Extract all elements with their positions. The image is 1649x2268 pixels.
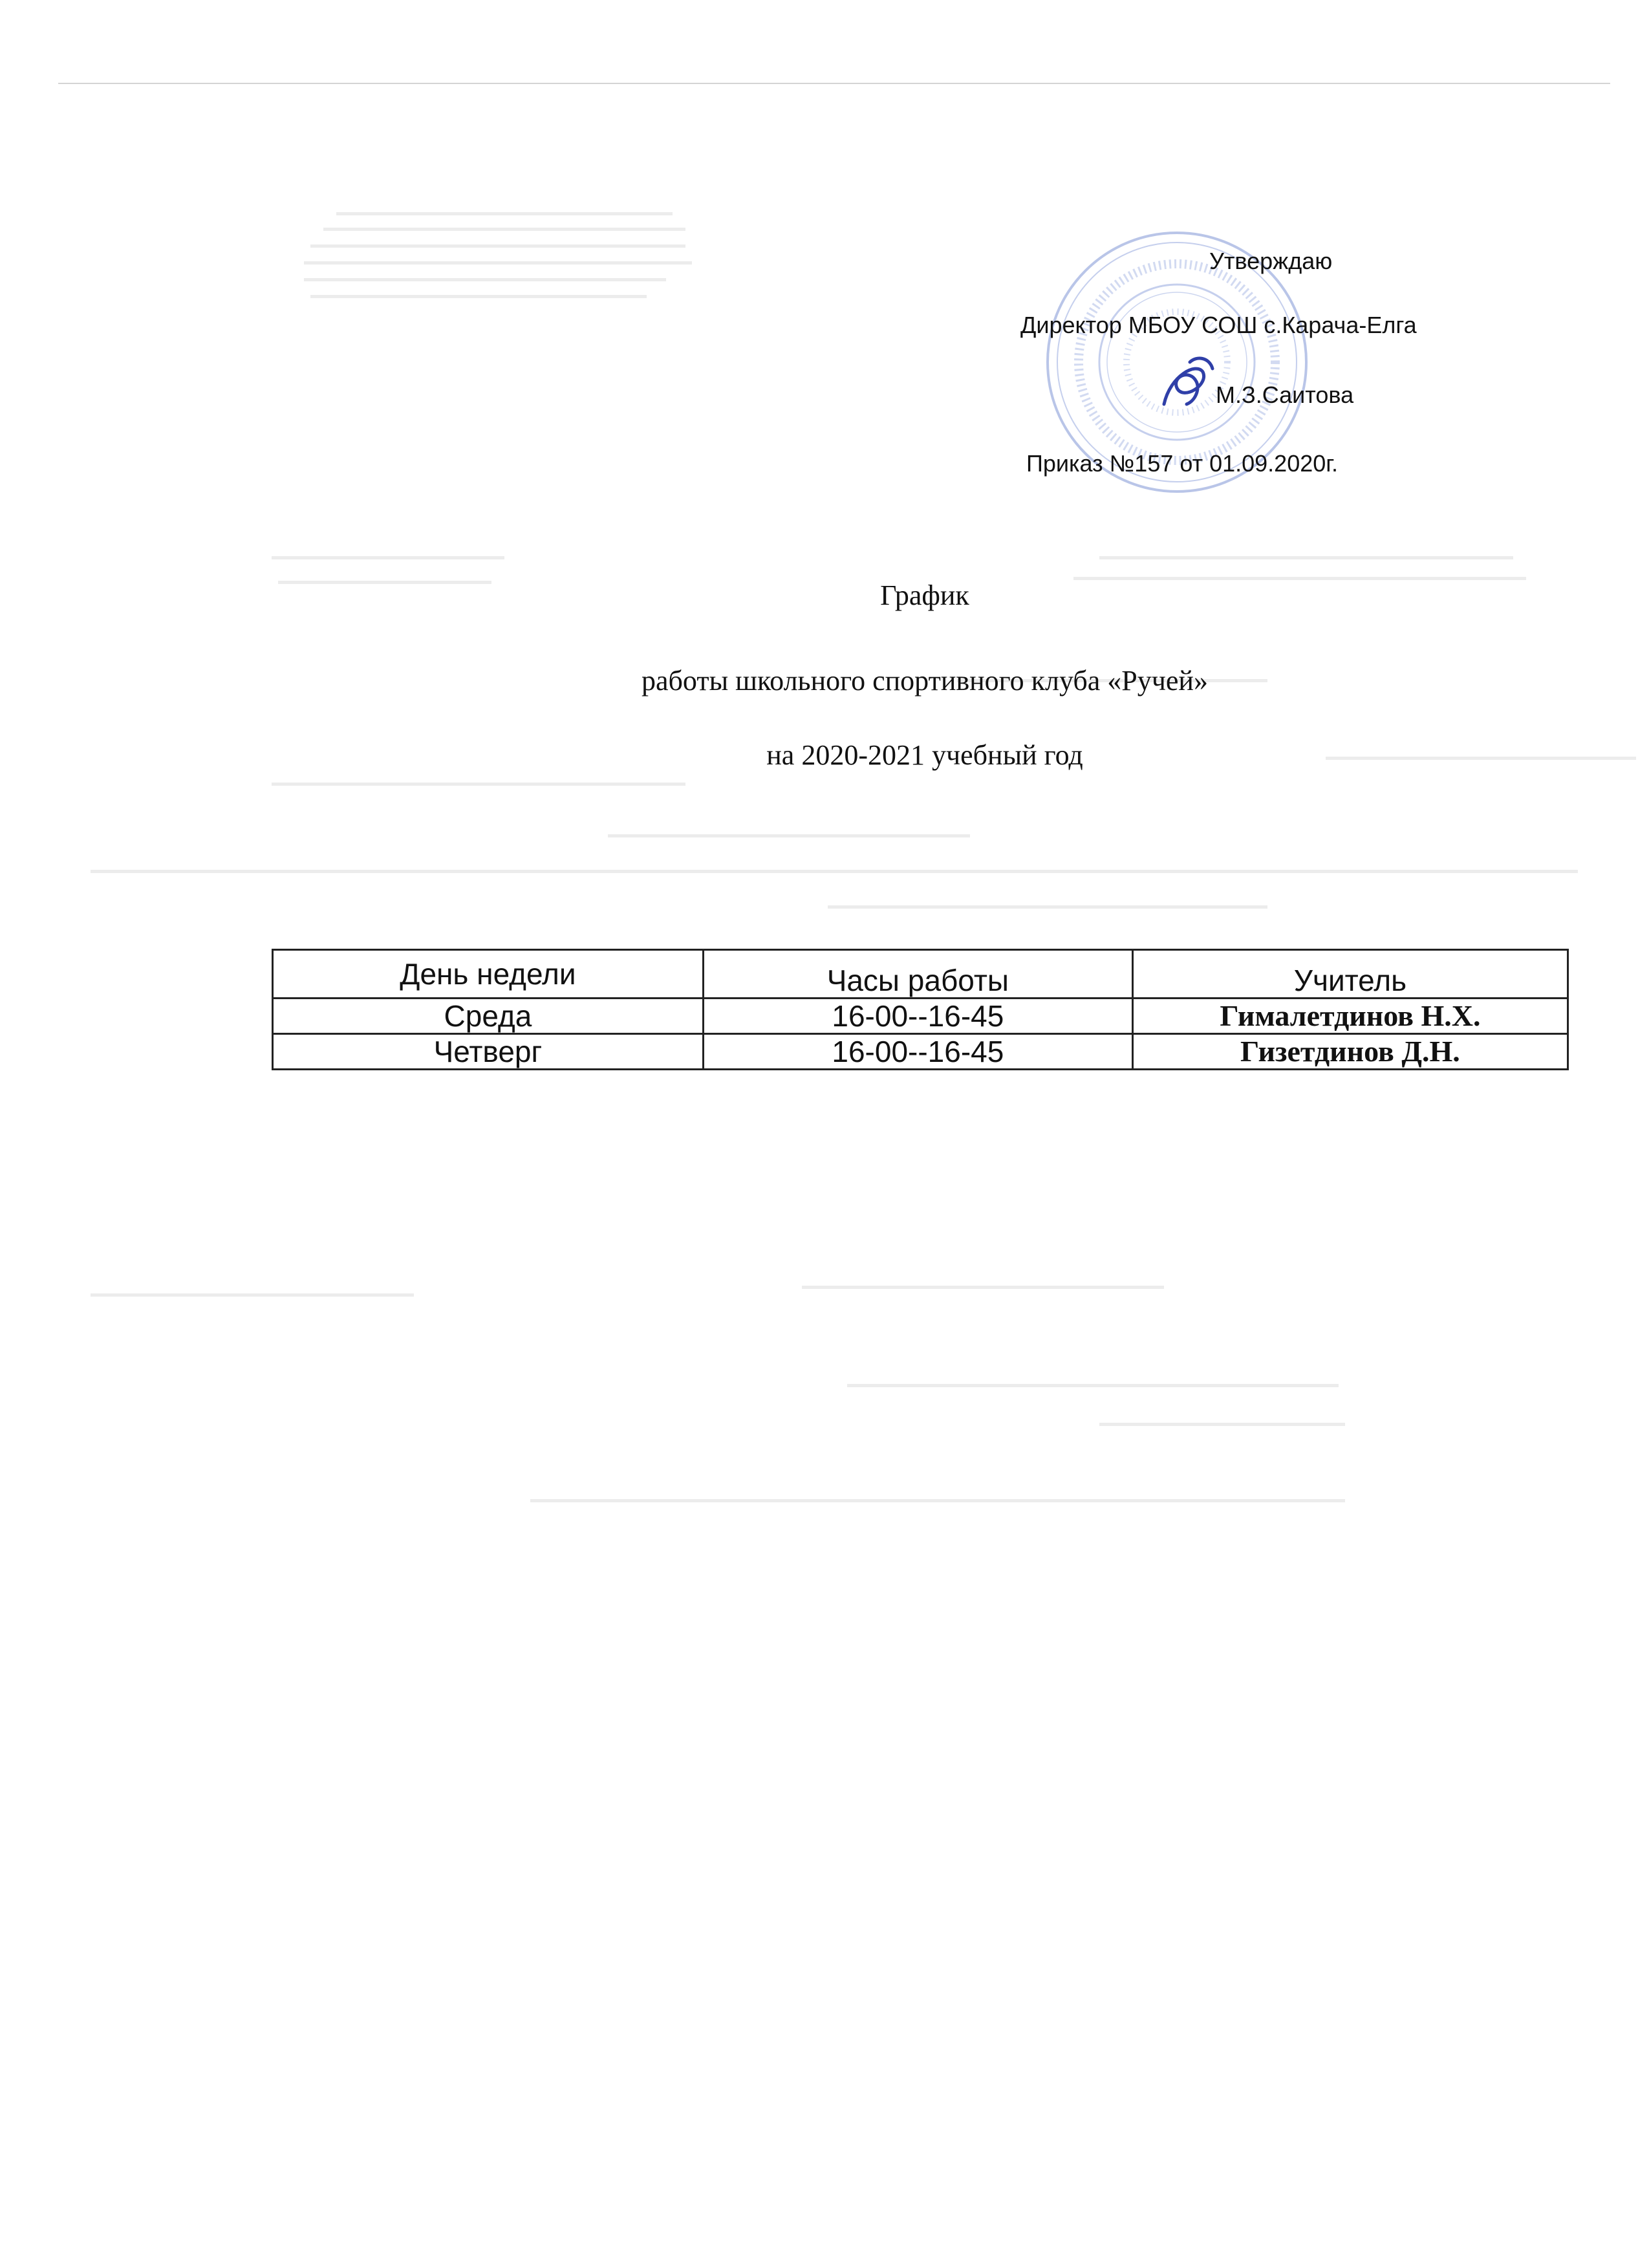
approve-label: Утверждаю bbox=[1209, 248, 1333, 274]
signatory-name: М.З.Саитова bbox=[1216, 382, 1354, 408]
director-line: Директор МБОУ СОШ с.Карача-Елга bbox=[1020, 312, 1417, 338]
order-line: Приказ №157 от 01.09.2020г. bbox=[1026, 450, 1338, 477]
cell-teacher: Гималетдинов Н.Х. bbox=[1132, 999, 1568, 1034]
document-title: График bbox=[880, 579, 969, 611]
table-row bbox=[273, 999, 1568, 1034]
table-header-row bbox=[273, 950, 1568, 999]
table-row bbox=[273, 1034, 1568, 1070]
cell-day: Четверг bbox=[273, 1034, 704, 1070]
column-header-day: День недели bbox=[273, 950, 704, 999]
cell-hours: 16-00--16-45 bbox=[703, 1034, 1132, 1070]
scan-edge-line bbox=[58, 83, 1610, 84]
column-header-hours: Часы работы bbox=[703, 950, 1132, 999]
document-year-line: на 2020-2021 учебный год bbox=[766, 739, 1083, 771]
schedule-table bbox=[272, 949, 1569, 1070]
director-signature bbox=[1151, 349, 1222, 420]
column-header-teacher: Учитель bbox=[1132, 950, 1568, 999]
cell-teacher: Гизетдинов Д.Н. bbox=[1132, 1034, 1568, 1070]
document-subtitle: работы школьного спортивного клуба «Ручей» bbox=[641, 665, 1208, 697]
cell-day: Среда bbox=[273, 999, 704, 1034]
cell-hours: 16-00--16-45 bbox=[703, 999, 1132, 1034]
